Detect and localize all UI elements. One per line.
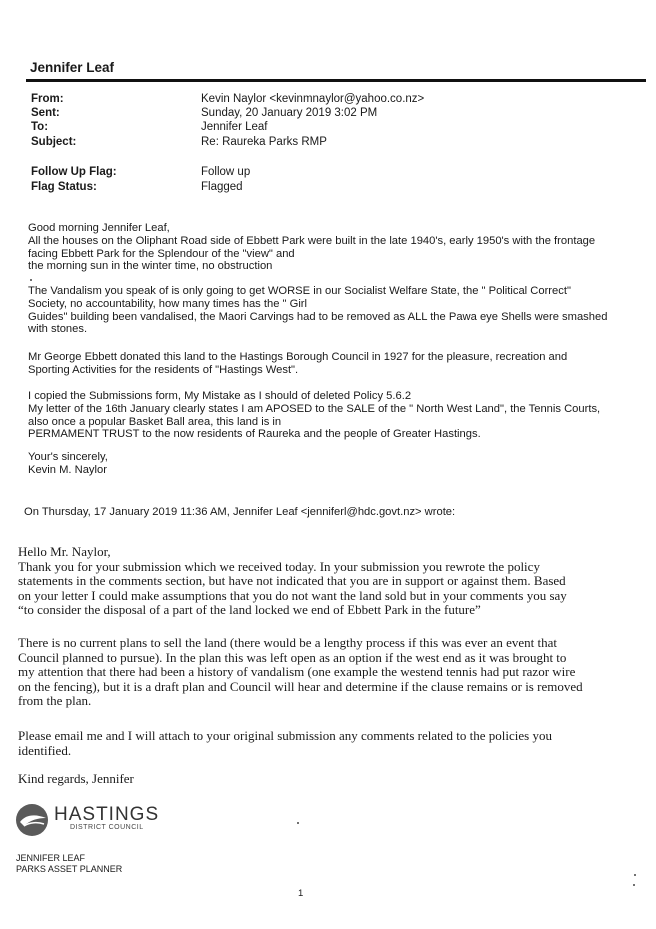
quoted-p1-line: on your letter I could make assumptions that you do not want the land sold but in your comments you say xyxy=(18,587,567,603)
message-body xyxy=(28,222,628,273)
signature-title: PARKS ASSET PLANNER xyxy=(16,864,123,874)
mailbox-owner: Jennifer Leaf xyxy=(30,60,115,75)
follow-up-flag-label: Follow Up Flag: xyxy=(31,166,117,178)
message-p4-line: I copied the Submissions form, My Mistake as I should of deleted Policy 5.6.2 xyxy=(28,390,412,402)
reply-header: On Thursday, 17 January 2019 11:36 AM, Jennifer Leaf <jenniferl@hdc.govt.nz> wrote: xyxy=(24,506,456,518)
message-p1-line: the morning sun in the winter time, no obstruction xyxy=(28,260,273,273)
quoted-signoff: Kind regards, Jennifer xyxy=(18,771,134,786)
quoted-email-paragraph xyxy=(18,729,614,758)
subject-value: Re: Raureka Parks RMP xyxy=(201,136,327,148)
flag-status-value: Flagged xyxy=(201,181,243,193)
message-p2-line: Guides" building been vandalised, the Maori Carvings had to be removed as ALL the Pawa eye Shells were smashed xyxy=(28,310,608,323)
sent-value: Sunday, 20 January 2019 3:02 PM xyxy=(201,107,378,119)
from-label: From: xyxy=(31,93,64,105)
quoted-plans-paragraph xyxy=(18,636,614,709)
closing-line: Kevin M. Naylor xyxy=(28,463,107,476)
quoted-p3-line: identified. xyxy=(18,742,72,758)
message-p1-line: All the houses on the Oliphant Road side of Ebbett Park were built in the late 1940's, early 1950's with the frontage xyxy=(28,234,596,247)
subject-label: Subject: xyxy=(31,136,77,148)
to-label: To: xyxy=(31,121,49,133)
quoted-p1-line: statements in the comments section, but have not indicated that you are in support or against them. Based xyxy=(18,573,566,589)
message-donation-paragraph xyxy=(28,351,628,377)
flag-status-label: Flag Status: xyxy=(31,181,97,193)
page-number: 1 xyxy=(298,888,304,899)
logo-name: HASTINGS xyxy=(54,804,160,825)
stray-dot xyxy=(30,279,32,281)
header-rule xyxy=(26,79,646,82)
quoted-p2-line: my attention that there had been a history of vandalism (one example the westend tennis had put razor wire xyxy=(18,664,576,680)
quoted-p2-line: from the plan. xyxy=(18,693,92,709)
message-p4-line: PERMAMENT TRUST to the now residents of Raureka and the people of Greater Hastings. xyxy=(28,428,481,441)
quoted-p1-line: “to consider the disposal of a part of the land locked we end of Ebbett Park in the future” xyxy=(18,602,481,618)
message-p4-line: My letter of the 16th January clearly states I am APOSED to the SALE of the " North West Land", the Tennis Courts, xyxy=(28,402,601,415)
hastings-logo-icon xyxy=(14,802,52,838)
message-p2-line: Society, no accountability, how many times has the " Girl xyxy=(28,297,308,310)
quoted-p2-line: on the fencing), but it is a draft plan and Council will hear and determine if the clause remains or is removed xyxy=(18,678,583,694)
from-value: Kevin Naylor <kevinmnaylor@yahoo.co.nz> xyxy=(201,93,425,105)
message-p3-line: Sporting Activities for the residents of "Hastings West". xyxy=(28,363,299,376)
quoted-p3-line: Please email me and I will attach to your original submission any comments related to the policies you xyxy=(18,728,552,743)
quoted-greeting: Hello Mr. Naylor, xyxy=(18,544,111,559)
closing-line: Your's sincerely, xyxy=(28,451,108,463)
message-p3-line: Mr George Ebbett donated this land to the Hastings Borough Council in 1927 for the pleasure, recreation and xyxy=(28,351,568,363)
logo-subtitle: DISTRICT COUNCIL xyxy=(70,824,144,831)
stray-dot xyxy=(633,884,635,886)
signature-block xyxy=(16,853,122,875)
quoted-p2-line: Council planned to pursue). In the plan this was left open as an option if the west end as it was brought to xyxy=(18,649,567,665)
message-greeting: Good morning Jennifer Leaf, xyxy=(28,222,170,234)
message-vandalism-paragraph xyxy=(28,285,628,336)
message-p2-line: The Vandalism you speak of is only going to get WORSE in our Socialist Welfare State, the " Political Correct" xyxy=(28,285,571,297)
message-closing xyxy=(28,451,628,477)
sent-label: Sent: xyxy=(31,107,60,119)
quoted-p1-line: Thank you for your submission which we received today. In your submission you rewrote the policy xyxy=(18,558,540,574)
message-p1-line: facing Ebbett Park for the Splendour of the "view" and xyxy=(28,247,295,260)
message-submission-paragraph xyxy=(28,390,628,441)
quoted-p2-line: There is no current plans to sell the land (there would be a lengthy process if this was ever an event that xyxy=(18,635,557,650)
stray-dot xyxy=(634,874,636,876)
follow-up-flag-value: Follow up xyxy=(201,166,251,178)
signature-name: JENNIFER LEAF xyxy=(16,853,86,863)
message-p2-line: with stones. xyxy=(28,323,88,336)
to-value: Jennifer Leaf xyxy=(201,121,268,133)
stray-dot xyxy=(297,822,299,824)
message-p4-line: also once a popular Basket Ball area, this land is in xyxy=(28,415,282,428)
quoted-message xyxy=(18,545,614,618)
hastings-logo xyxy=(14,800,160,840)
